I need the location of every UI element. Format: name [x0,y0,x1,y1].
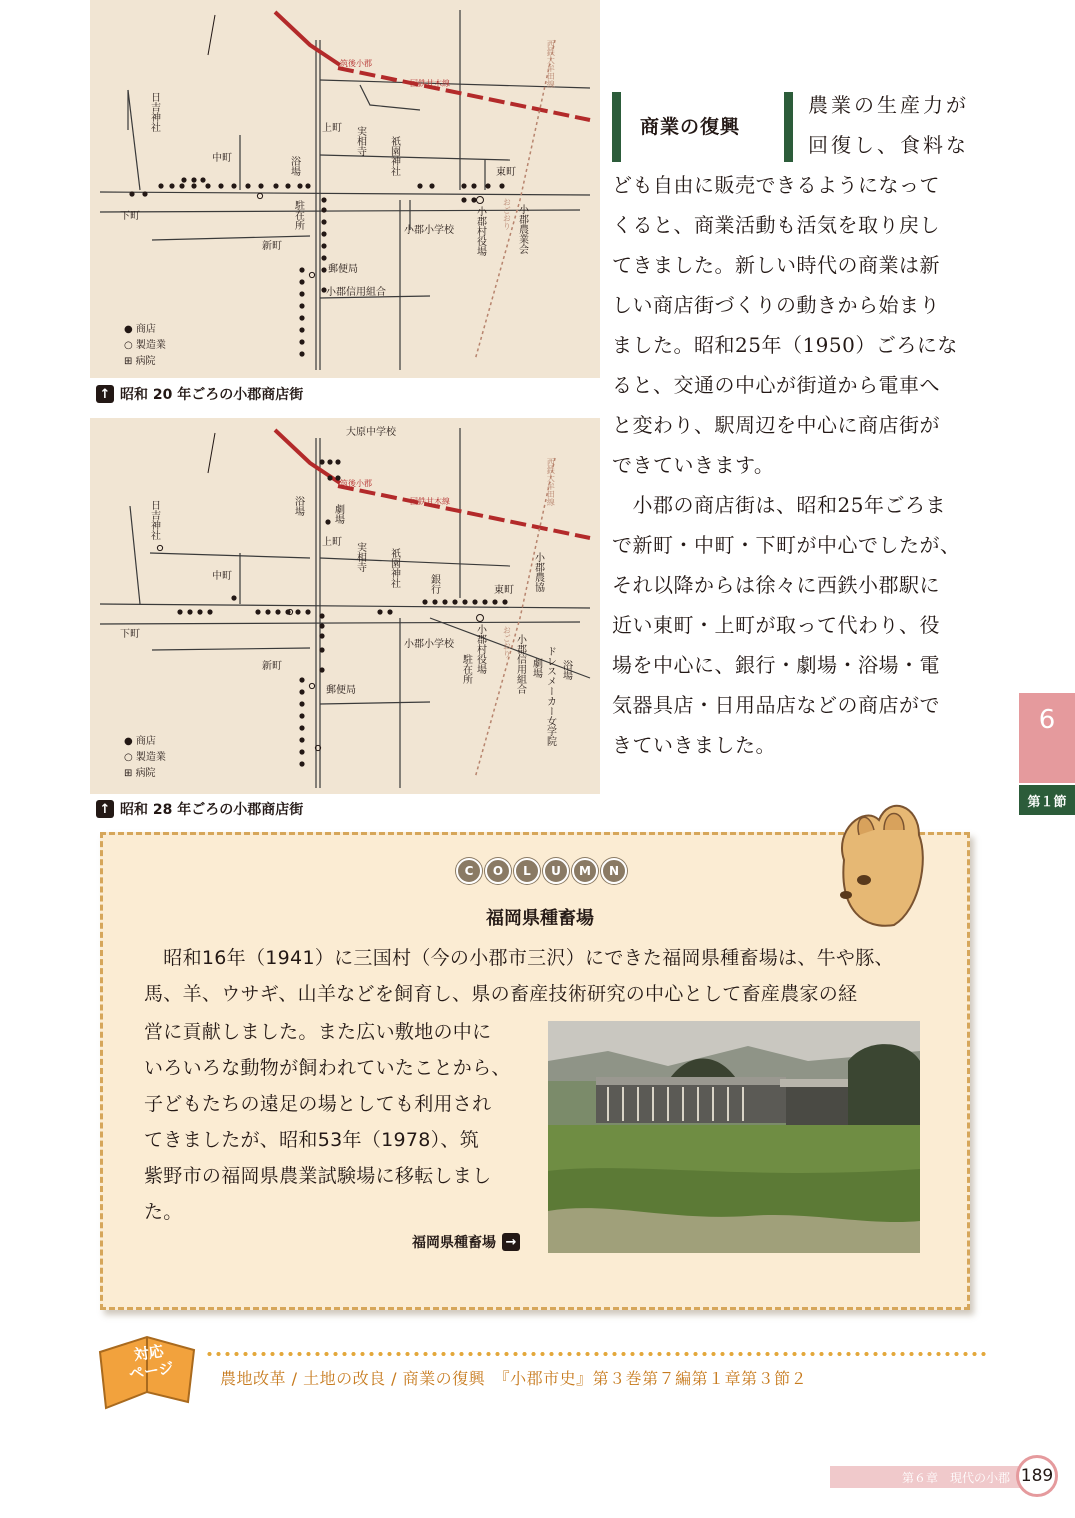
page-number: 189 [1016,1455,1058,1497]
column-title: 福岡県種畜場 [486,908,594,929]
taiou-reference: 農地改革 / 土地の改良 / 商業の復興 『小郡市史』第３巻第７編第１章第３節２ [220,1369,808,1388]
label-dressmaker-school: ドレスメーカー女学院 [544,646,556,746]
legend-hospital: 病院 [135,356,156,367]
heading-bar-left [612,92,621,162]
label-station: 筑後小郡 [340,59,372,68]
legend-shop: 商店 [135,324,156,335]
label-hie-shrine: 日吉神社 [148,500,160,540]
map-legend: ● 商店 ○ 製造業 ⊞ 病院 [124,324,166,367]
map-showa-20 [90,0,600,378]
map2-caption [96,799,303,819]
label-gekijo-east: 劇場 [530,658,542,678]
label-okoori-station: おごおり [502,198,512,230]
photo-caption [412,1232,520,1252]
legend-manufacturer: 製造業 [135,752,166,763]
map-legend: ● 商店 ○ 製造業 ⊞ 病院 [124,736,166,779]
column-line: 紫野市の福岡県農業試験場に移転しまし [144,1165,492,1187]
label-village-office: 小郡村役場 [474,206,486,256]
map-lines [90,418,600,794]
north-arrow-icon [208,15,215,55]
label-shinmachi: 新町 [262,241,282,252]
label-chuzaisho: 駐在所 [460,654,472,684]
legend-shop: 商店 [135,736,156,747]
section-body-line: と変わり、駅周辺を中心に商店街が [612,413,940,437]
label-shimomachi: 下町 [120,211,140,222]
label-hie-shrine: 日吉神社 [148,92,160,132]
column-line: 営に貢献しました。また広い敷地の中に [144,1021,492,1043]
section-lead-line: 農業の生産力が [808,93,969,117]
label-nishitetsu-line: 西鉄大牟田線 [546,40,556,88]
label-yokujo-east: 浴場 [560,660,572,680]
column-line: いろいろな動物が飼われていたことから、 [144,1057,511,1079]
label-jissoji: 実相寺 [354,126,366,156]
label-gion-shrine: 祇園神社 [388,548,400,588]
section-heading-title: 商業の復興 [640,116,741,138]
taiou-label-line: ページ [127,1358,175,1383]
label-nakamachi: 中町 [212,571,232,582]
section-body-line: ると、交通の中心が街道から電車へ [612,373,940,397]
label-higashimachi: 東町 [494,585,514,596]
map-showa-28 [90,418,600,794]
map1-caption-text: 昭和 20 年ごろの小郡商店街 [120,387,304,403]
column-line: た。 [144,1201,183,1223]
label-nokyo: 小郡農協 [532,552,544,592]
section-body-line: くると、商業活動も活気を取り戻し [612,213,940,237]
section-tab[interactable]: 第１節 [1019,785,1075,815]
label-ginko: 銀行 [428,574,440,594]
label-yokujo: 浴場 [288,156,300,176]
column-line: 子どもたちの遠足の場としても利用され [144,1093,492,1115]
section-body-line: 気器具店・日用品店などの商店がで [612,693,940,717]
label-school: 小郡小学校 [404,639,454,650]
column-line: てきましたが、昭和53年（1978）、筑 [144,1129,480,1151]
section-body-line: てきました。新しい時代の商業は新 [612,253,940,277]
badge-letter: U [543,858,569,884]
label-ohara-junior-high: 大原中学校 [346,427,396,438]
label-shimomachi: 下町 [120,629,140,640]
label-credit-union: 小郡信用組合 [326,287,386,298]
map-lines [90,0,600,378]
section-body-line: で新町・中町・下町が中心でしたが、 [612,533,961,557]
section-body-line: できていきます。 [612,453,775,477]
section-body-line: それ以降からは徐々に西鉄小郡駅に [612,573,940,597]
label-post-office: 郵便局 [326,685,356,696]
label-school: 小郡小学校 [404,225,454,236]
legend-manufacturer: 製造業 [135,340,166,351]
badge-letter: N [601,858,627,884]
dotted-rule [205,1351,990,1357]
label-yokujo: 浴場 [292,496,304,516]
section-body-line: しい商店街づくりの動きから始まり [612,293,940,317]
column-line: 馬、羊、ウサギ、山羊などを飼育し、県の畜産技術研究の中心として畜産農家の経 [144,983,858,1005]
map2-caption-text: 昭和 28 年ごろの小郡商店街 [120,802,304,818]
label-station: 筑後小郡 [340,479,372,488]
chapter-tab[interactable]: 6 [1019,693,1075,783]
label-nogyokai: 小郡農業会 [516,204,528,254]
label-post-office: 郵便局 [328,264,358,275]
label-jissoji: 実相寺 [354,542,366,572]
label-village-office: 小郡村役場 [474,624,486,674]
photo-breeding-farm [548,1021,920,1253]
badge-letter: L [514,858,540,884]
label-okoori-station: おごおり [502,626,512,658]
label-jnr-line: 国鉄甘木線 [410,497,450,506]
photo-caption-text: 福岡県種畜場 [412,1235,496,1251]
label-chuzaisho: 駐在所 [292,200,304,230]
section-heading [612,92,792,162]
section-lead-line: 回復し、食料な [808,133,969,157]
column-line: 昭和16年（1941）に三国村（今の小郡市三沢）にできた福岡県種畜場は、牛や豚、 [144,947,894,969]
arrow-up-icon: ↑ [96,385,114,403]
label-credit-union: 小郡信用組合 [514,634,526,694]
section-body-line: きていきました。 [612,733,776,757]
footer-chapter: 第６章 現代の小郡 [830,1466,1020,1488]
label-gion-shrine: 祇園神社 [388,136,400,176]
label-nakamachi: 中町 [212,153,232,164]
badge-letter: O [485,858,511,884]
label-jnr-line: 国鉄甘木線 [410,79,450,88]
label-nishitetsu-line: 西鉄大牟田線 [546,458,556,506]
label-kamimachi: 上町 [322,123,342,134]
section-body-line: 場を中心に、銀行・劇場・浴場・電 [612,653,940,677]
section-lead [808,85,990,165]
arrow-up-icon: ↑ [96,800,114,818]
heading-bar-right [784,92,793,162]
taiou-label-line: 対応 [132,1342,165,1365]
label-gekijo: 劇場 [332,504,344,524]
column-badge [456,858,627,884]
section-body-line: ました。昭和25年（1950）ごろにな [612,333,958,357]
column-text-side [144,1014,544,1230]
map1-caption [96,384,303,404]
legend-hospital: 病院 [135,768,156,779]
section-body [612,165,990,765]
label-higashimachi: 東町 [496,167,516,178]
badge-letter: C [456,858,482,884]
column-text-full [144,940,934,1012]
section-body-line: 小郡の商店街は、昭和25年ごろま [612,493,946,517]
section-body-line: ども自由に販売できるようになって [612,173,940,197]
badge-letter: M [572,858,598,884]
arrow-right-icon: → [502,1233,520,1251]
label-kamimachi: 上町 [322,537,342,548]
north-arrow-icon [208,433,215,473]
section-body-line: 近い東町・上町が取って代わり、役 [612,613,940,637]
haniwa-mascot-icon [824,800,934,930]
label-shinmachi: 新町 [262,661,282,672]
